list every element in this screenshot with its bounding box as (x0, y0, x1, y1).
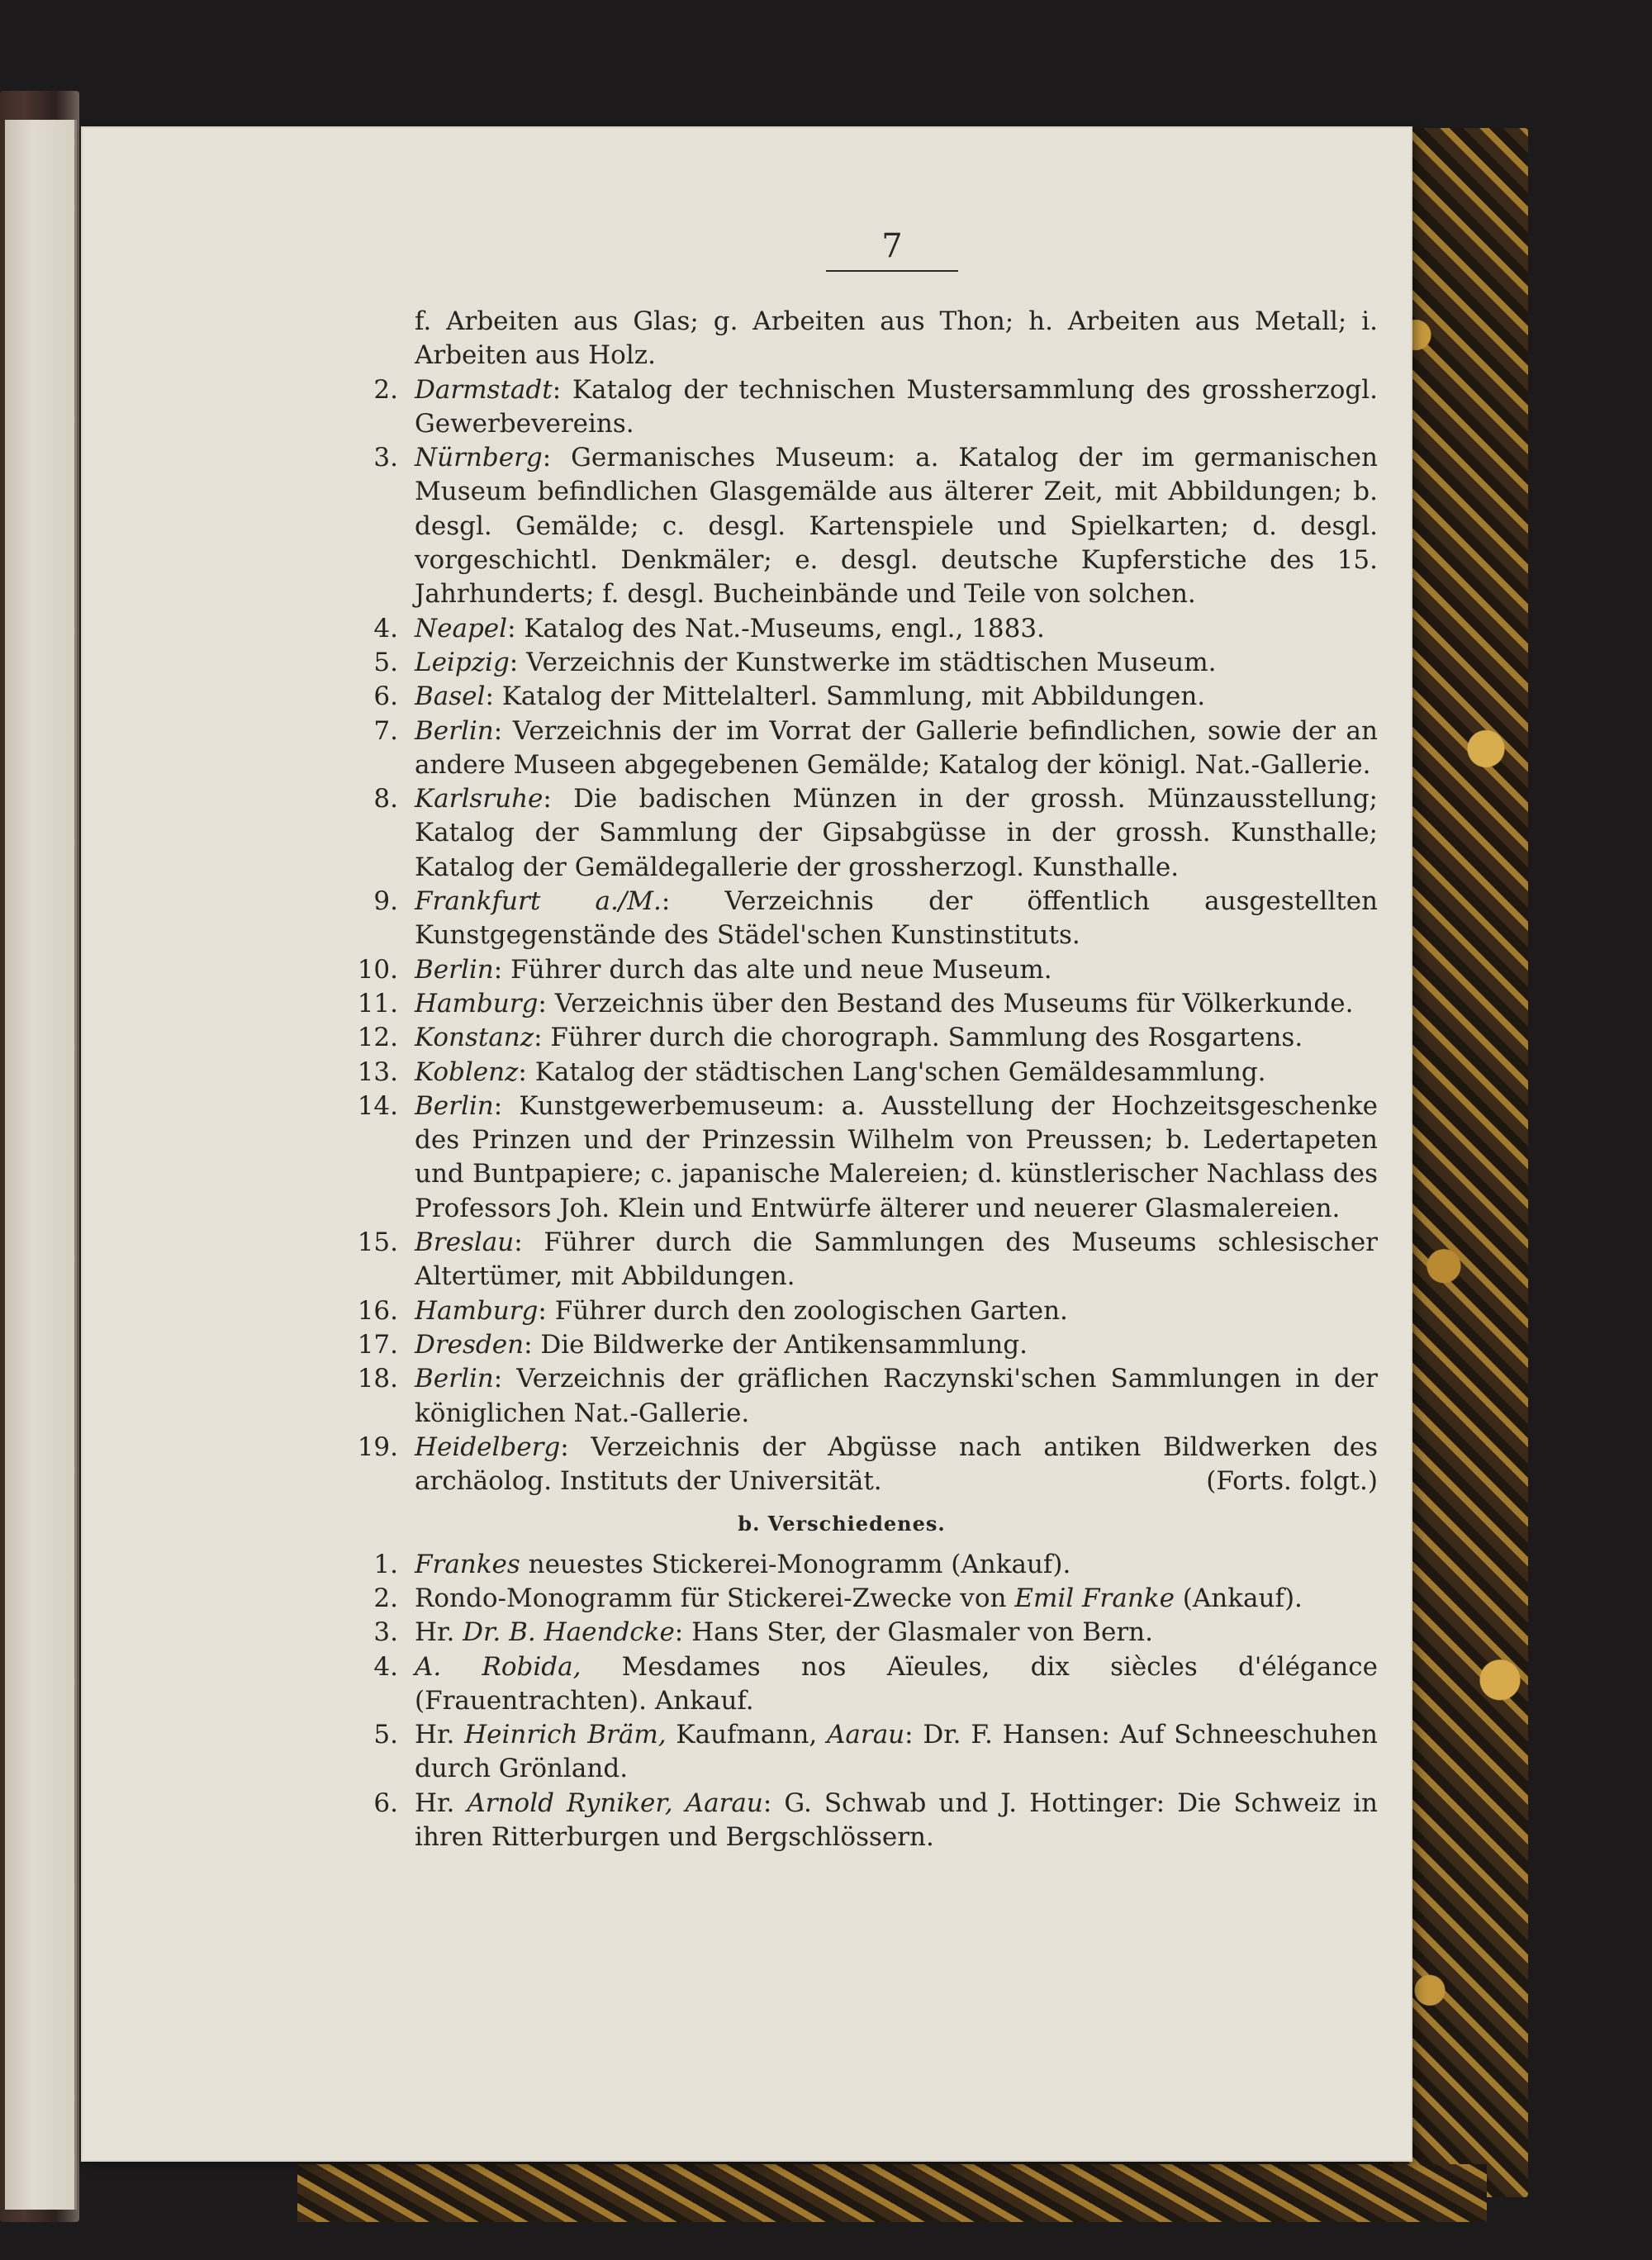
list-entry (306, 1548, 1378, 1582)
entry-text: : G. Schwab und J. Hottinger: Die Schweiz in ihren Ritterburgen und Bergschlössern. (415, 1788, 1379, 1853)
entry-text: Verzeichnis über den Bestand des Museums für Völkerkunde. (554, 988, 1354, 1018)
entry-separator: : (518, 1056, 535, 1087)
entry-place: Hamburg (415, 988, 539, 1018)
list-entry (306, 953, 1378, 987)
list-entry (306, 441, 1378, 611)
entry-name: Arnold Ryniker, Aarau (467, 1788, 763, 1818)
entry-separator: : (514, 1227, 544, 1258)
entry-text: Katalog der technischen Mustersammlung des grossherzogl. Gewerbevereins. (415, 374, 1378, 439)
entry-place: Berlin (415, 1090, 494, 1121)
entry-number: 7. (373, 715, 398, 746)
entry-separator: : (524, 1329, 541, 1360)
entry-separator: : (538, 988, 555, 1018)
list-entry (306, 1650, 1378, 1719)
list-entry (306, 715, 1378, 783)
list-entry (306, 680, 1378, 714)
entry-name: Frankes (415, 1549, 520, 1579)
entry-number: 6. (373, 1788, 398, 1818)
continuation-note: (Forts. folgt.) (1206, 1466, 1378, 1497)
entry-number: 2. (373, 1583, 398, 1613)
entry-number: 1. (373, 1549, 398, 1579)
list-entry (306, 612, 1378, 646)
entry-place: Leipzig (415, 647, 510, 677)
entry-number: 11. (357, 988, 398, 1018)
entry-text: Verzeichnis der im Vorrat der Gallerie befindlichen, sowie der an andere Museen abgegebenen Gemälde; Katalog der königl. Nat.-Gallerie. (415, 715, 1378, 780)
entry-text: Verzeichnis der Abgüsse nach antiken Bildwerken des archäolog. Instituts der Universität. (415, 1431, 1378, 1497)
entry-text: Mesdames nos Aïeules, dix siècles d'élégance (Frauentrachten). Ankauf. (415, 1651, 1378, 1716)
entry-number: 13. (357, 1056, 398, 1087)
catalog-list (306, 373, 1378, 1499)
entry-separator: : (509, 647, 527, 677)
entry-number: 12. (357, 1023, 398, 1053)
entry-text: Hr. (415, 1617, 463, 1648)
entry-place: Dresden (415, 1329, 525, 1360)
list-entry (306, 1431, 1378, 1499)
entry-text: Katalog des Nat.-Museums, engl., 1883. (524, 613, 1045, 643)
entry-text: Katalog der Mittelalterl. Sammlung, mit Abbildungen. (501, 681, 1206, 712)
entry-place: Koblenz (415, 1056, 519, 1087)
list-entry (306, 782, 1378, 885)
entry-text: Führer durch das alte und neue Museum. (510, 954, 1052, 985)
entry-separator: : (552, 374, 572, 405)
entry-separator: : (493, 1364, 517, 1394)
entry-text: Führer durch den zoologischen Garten. (554, 1295, 1068, 1326)
page-number: 7 (826, 227, 958, 272)
entry-place: Berlin (415, 1364, 494, 1394)
entry-separator: : (485, 681, 502, 712)
list-entry (306, 1616, 1378, 1650)
entry-text: Führer durch die Sammlungen des Museums schlesischer Altertümer, mit Abbildungen. (415, 1227, 1378, 1292)
entry-separator: : (542, 443, 572, 473)
list-entry (306, 1294, 1378, 1328)
entry-number: 4. (373, 1651, 398, 1682)
section-heading: b. Verschiedenes. (738, 1512, 946, 1536)
entry-number: 3. (373, 1617, 398, 1648)
entry-separator: : (534, 1023, 551, 1053)
entry-text: Kaufmann, (666, 1720, 827, 1750)
entry-number: 2. (373, 374, 398, 405)
entry-text: (Ankauf). (1174, 1583, 1303, 1613)
entry-text: Führer durch die chorograph. Sammlung des Rosgartens. (550, 1023, 1303, 1053)
entry-place: Karlsruhe (415, 784, 544, 814)
entry-text: Katalog der städtischen Lang'schen Gemäldesammlung. (534, 1056, 1266, 1087)
entry-place: Hamburg (415, 1295, 539, 1326)
entry-place: Berlin (415, 954, 494, 985)
list-entry (306, 1718, 1378, 1787)
entry-place: Frankfurt a./M. (415, 886, 662, 917)
entry-name: Heinrich Bräm, (464, 1720, 667, 1750)
entry-place: Berlin (415, 715, 494, 746)
entry-place: Aarau (827, 1720, 905, 1750)
list-entry (306, 1362, 1378, 1431)
entry-number: 9. (373, 886, 398, 917)
entry-place: Konstanz (415, 1023, 534, 1053)
entry-separator: : (507, 613, 525, 643)
list-entry (306, 885, 1378, 953)
entry-number: 17. (357, 1329, 398, 1360)
entry-separator: : (493, 1090, 520, 1121)
entry-text: Germanisches Museum: a. Katalog der im germanischen Museum befindlichen Glasgemälde aus älterer Zeit, mit Abbildungen; b. desgl. Gemälde; c. desgl. Kartenspiele und Spielkarten; d. desgl. vorgeschichtl. Denkmäler; e. desgl. deutsche Kupferstiche des 15. Jahrhunderts; f. desgl. Bucheinbände und Teile von solchen. (415, 443, 1378, 610)
entry-text: Die badischen Münzen in der grossh. Münzausstellung; Katalog der Sammlung der Gipsabgüsse in der grossh. Kunsthalle; Katalog der Gemäldegallerie der grossherzogl. Kunsthalle. (415, 784, 1378, 882)
entry-place: Heidelberg (415, 1431, 561, 1462)
entry-text: Die Bildwerke der Antikensammlung. (540, 1329, 1028, 1360)
entry-number: 6. (373, 681, 398, 712)
continuation-paragraph: f. Arbeiten aus Glas; g. Arbeiten aus Thon; h. Arbeiten aus Metall; i. Arbeiten aus Holz. (415, 306, 1378, 371)
list-entry (306, 1021, 1378, 1055)
list-entry (306, 373, 1378, 442)
left-page-edge (5, 120, 77, 2210)
list-entry (306, 1226, 1378, 1294)
entry-separator: : (661, 886, 725, 917)
entry-separator: : (543, 784, 574, 814)
entry-place: Breslau (415, 1227, 515, 1258)
entry-separator: : (560, 1431, 591, 1462)
entry-number: 8. (373, 784, 398, 814)
list-entry (306, 1787, 1378, 1855)
book-page (83, 128, 1411, 2160)
entry-number: 19. (357, 1431, 398, 1462)
entry-text: Verzeichnis der öffentlich ausgestellten Kunstgegenstände des Städel'schen Kunstinstituts. (415, 886, 1378, 951)
miscellaneous-list (306, 1548, 1378, 1855)
entry-number: 16. (357, 1295, 398, 1326)
entry-number: 15. (357, 1227, 398, 1258)
entry-number: 5. (373, 647, 398, 677)
entry-place: Basel (415, 681, 486, 712)
entry-number: 3. (373, 443, 398, 473)
list-entry (306, 1090, 1378, 1226)
entry-name: Emil Franke (1014, 1583, 1175, 1613)
list-entry (306, 1582, 1378, 1616)
entry-name: A. Robida, (415, 1651, 582, 1682)
entry-text: Rondo-Monogramm für Stickerei-Zwecke von (415, 1583, 1015, 1613)
entry-separator: : (493, 715, 513, 746)
entry-text: Hr. (415, 1720, 465, 1750)
entry-text: : Dr. F. Hansen: Auf Schneeschuhen durch Grönland. (415, 1720, 1379, 1784)
entry-text: neuestes Stickerei-Monogramm (Ankauf). (520, 1549, 1071, 1579)
entry-text: : Hans Ster, der Glasmaler von Bern. (674, 1617, 1154, 1648)
entry-text: Verzeichnis der Kunstwerke im städtischen Museum. (526, 647, 1217, 677)
entry-text: Verzeichnis der gräflichen Raczynski'schen Sammlungen in der königlichen Nat.-Gallerie. (415, 1364, 1378, 1428)
entry-number: 4. (373, 613, 398, 643)
list-entry (306, 987, 1378, 1021)
entry-text: Kunstgewerbemuseum: a. Ausstellung der Hochzeitsgeschenke des Prinzen und der Prinzessin Wilhelm von Preussen; b. Ledertapeten und Buntpapiere; c. japanische Malereien; d. künstlerischer Nachlass des Professors Joh. Klein und Entwürfe älterer und neuerer Glasmalereien. (415, 1090, 1378, 1223)
entry-separator: : (538, 1295, 555, 1326)
list-entry (306, 646, 1378, 680)
list-entry (306, 1056, 1378, 1090)
entry-place: Darmstadt (415, 374, 553, 405)
entry-number: 5. (373, 1720, 398, 1750)
entry-number: 18. (357, 1364, 398, 1394)
entry-number: 10. (357, 954, 398, 985)
entry-separator: : (493, 954, 511, 985)
entry-place: Nürnberg (415, 443, 543, 473)
list-entry (306, 1328, 1378, 1362)
entry-number: 14. (357, 1090, 398, 1121)
entry-name: Dr. B. Haendcke (463, 1617, 675, 1648)
page-text (306, 305, 1378, 1854)
entry-text: Hr. (415, 1788, 468, 1818)
marbled-bottom-edge (297, 2164, 1487, 2222)
entry-place: Neapel (415, 613, 508, 643)
